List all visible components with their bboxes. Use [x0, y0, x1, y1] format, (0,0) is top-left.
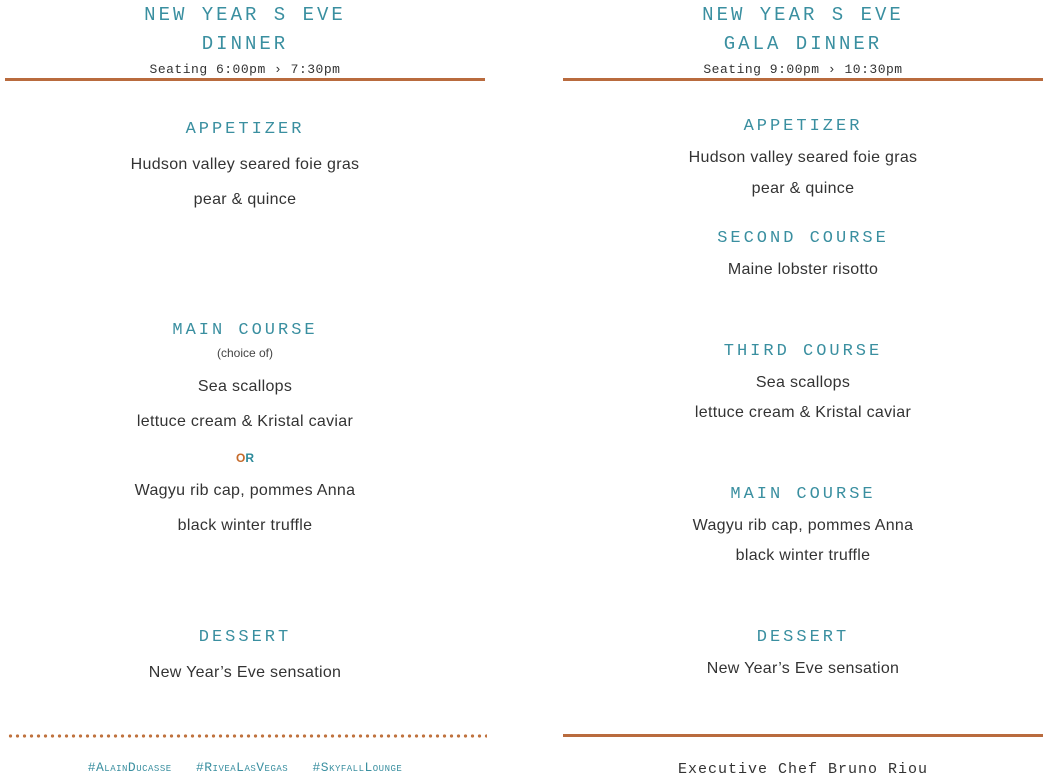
dessert-item: New Year’s Eve sensation — [706, 660, 900, 677]
hashtags — [5, 760, 485, 775]
second-course-heading: SECOND COURSE — [717, 229, 889, 248]
dessert-item: New Year’s Eve sensation — [148, 664, 342, 681]
or-letter-r: R — [245, 451, 254, 465]
main-course-item-detail: black winter truffle — [735, 547, 871, 564]
main-option2-detail: black winter truffle — [177, 517, 313, 534]
dinner-menu-column — [5, 0, 485, 782]
third-course-item: Sea scallops — [755, 374, 851, 391]
main-option1: Sea scallops — [197, 378, 293, 395]
hashtag-skyfall[interactable]: #SkyfallLounge — [312, 760, 403, 775]
main-course-heading: MAIN COURSE — [730, 485, 876, 504]
appetizer-heading: APPETIZER — [743, 117, 863, 136]
hashtag-alain-ducasse[interactable]: #AlainDucasse — [87, 760, 172, 775]
appetizer-item: Hudson valley seared foie gras — [130, 156, 360, 173]
gala-dinner-menu-column — [563, 0, 1043, 782]
main-option1-detail: lettuce cream & Kristal caviar — [136, 413, 354, 430]
appetizer-item: Hudson valley seared foie gras — [688, 149, 918, 166]
executive-chef: Executive Chef Bruno Riou — [677, 761, 929, 778]
hashtag-rivea[interactable]: #RiveaLasVegas — [195, 760, 289, 775]
third-course-heading: THIRD COURSE — [723, 342, 883, 361]
main-course-item: Wagyu rib cap, pommes Anna — [692, 517, 914, 534]
footer-rule — [563, 734, 1043, 737]
second-course-item: Maine lobster risotto — [727, 261, 879, 278]
choice-note: (choice of) — [216, 346, 274, 360]
or-separator — [5, 451, 485, 465]
menu-title-line2: DINNER — [201, 33, 289, 55]
dessert-heading: DESSERT — [198, 628, 292, 647]
dotted-divider — [7, 734, 487, 738]
appetizer-heading: APPETIZER — [185, 120, 305, 139]
menu-title-line2: GALA DINNER — [723, 33, 883, 55]
header-rule — [563, 78, 1043, 81]
main-course-heading: MAIN COURSE — [172, 321, 318, 340]
menu-title-line1: NEW YEAR S EVE — [702, 4, 904, 26]
third-course-item-detail: lettuce cream & Kristal caviar — [694, 404, 912, 421]
appetizer-item-detail: pear & quince — [751, 180, 855, 197]
dessert-heading: DESSERT — [756, 628, 850, 647]
header-rule — [5, 78, 485, 81]
appetizer-item-detail: pear & quince — [193, 191, 297, 208]
or-letter-o: O — [235, 451, 246, 465]
menu-title-line1: NEW YEAR S EVE — [144, 4, 346, 26]
main-option2: Wagyu rib cap, pommes Anna — [134, 482, 356, 499]
seating-time: Seating 6:00pm › 7:30pm — [149, 62, 341, 77]
seating-time: Seating 9:00pm › 10:30pm — [703, 62, 903, 77]
